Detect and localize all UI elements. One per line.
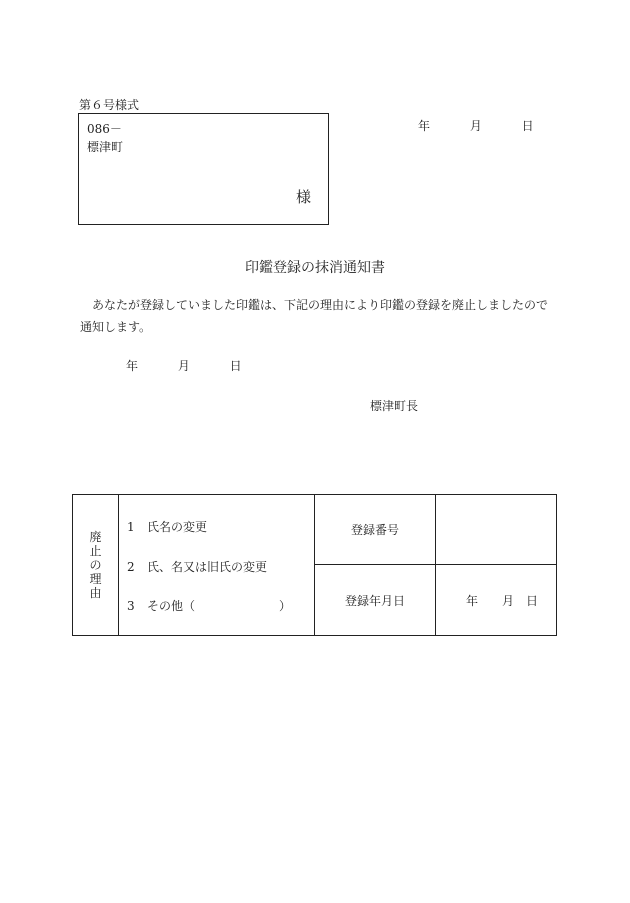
reason-number: 2	[127, 560, 135, 574]
reason-text: 氏名の変更	[147, 520, 208, 534]
registration-number-label: 登録番号	[315, 495, 436, 565]
reason-header: 廃止の理由	[89, 530, 102, 600]
reason-header-cell	[73, 495, 119, 636]
notice-date-year: 年	[126, 359, 139, 373]
registration-date-label: 登録年月日	[315, 565, 436, 636]
town-name: 標津町	[87, 140, 124, 154]
form-number: 第６号様式	[79, 98, 140, 112]
abolition-reason-table	[72, 494, 557, 636]
reason-number: 3	[127, 599, 135, 613]
postal-code: 086－	[87, 122, 122, 136]
registration-date-value	[436, 565, 557, 636]
reason-item-2	[127, 558, 267, 575]
registration-date-year: 年	[465, 593, 478, 608]
honorific: 様	[296, 188, 312, 206]
address-box	[78, 113, 329, 225]
issue-date-month: 月	[469, 119, 482, 133]
reason-number: 1	[127, 520, 135, 534]
reason-item-3	[127, 597, 291, 614]
registration-date-day: 日	[525, 593, 538, 608]
notice-body: あなたが登録していました印鑑は、下記の理由により印鑑の登録を廃止しましたので通知します。	[80, 298, 549, 334]
document-title: 印鑑登録の抹消通知書	[245, 260, 385, 276]
registration-number-value	[436, 495, 557, 565]
notice-date-day: 日	[229, 359, 242, 373]
reason-list	[119, 495, 315, 636]
issuer-mayor: 標津町長	[370, 399, 419, 413]
issue-date-year: 年	[418, 119, 431, 133]
registration-date-month: 月	[501, 593, 514, 608]
notice-date-month: 月	[177, 359, 190, 373]
issue-date	[418, 117, 534, 134]
reason-text: その他（ ）	[147, 599, 292, 613]
issue-date-day: 日	[521, 119, 534, 133]
reason-item-1	[127, 518, 207, 535]
reason-text: 氏、名又は旧氏の変更	[147, 560, 268, 574]
notice-date	[126, 357, 242, 374]
